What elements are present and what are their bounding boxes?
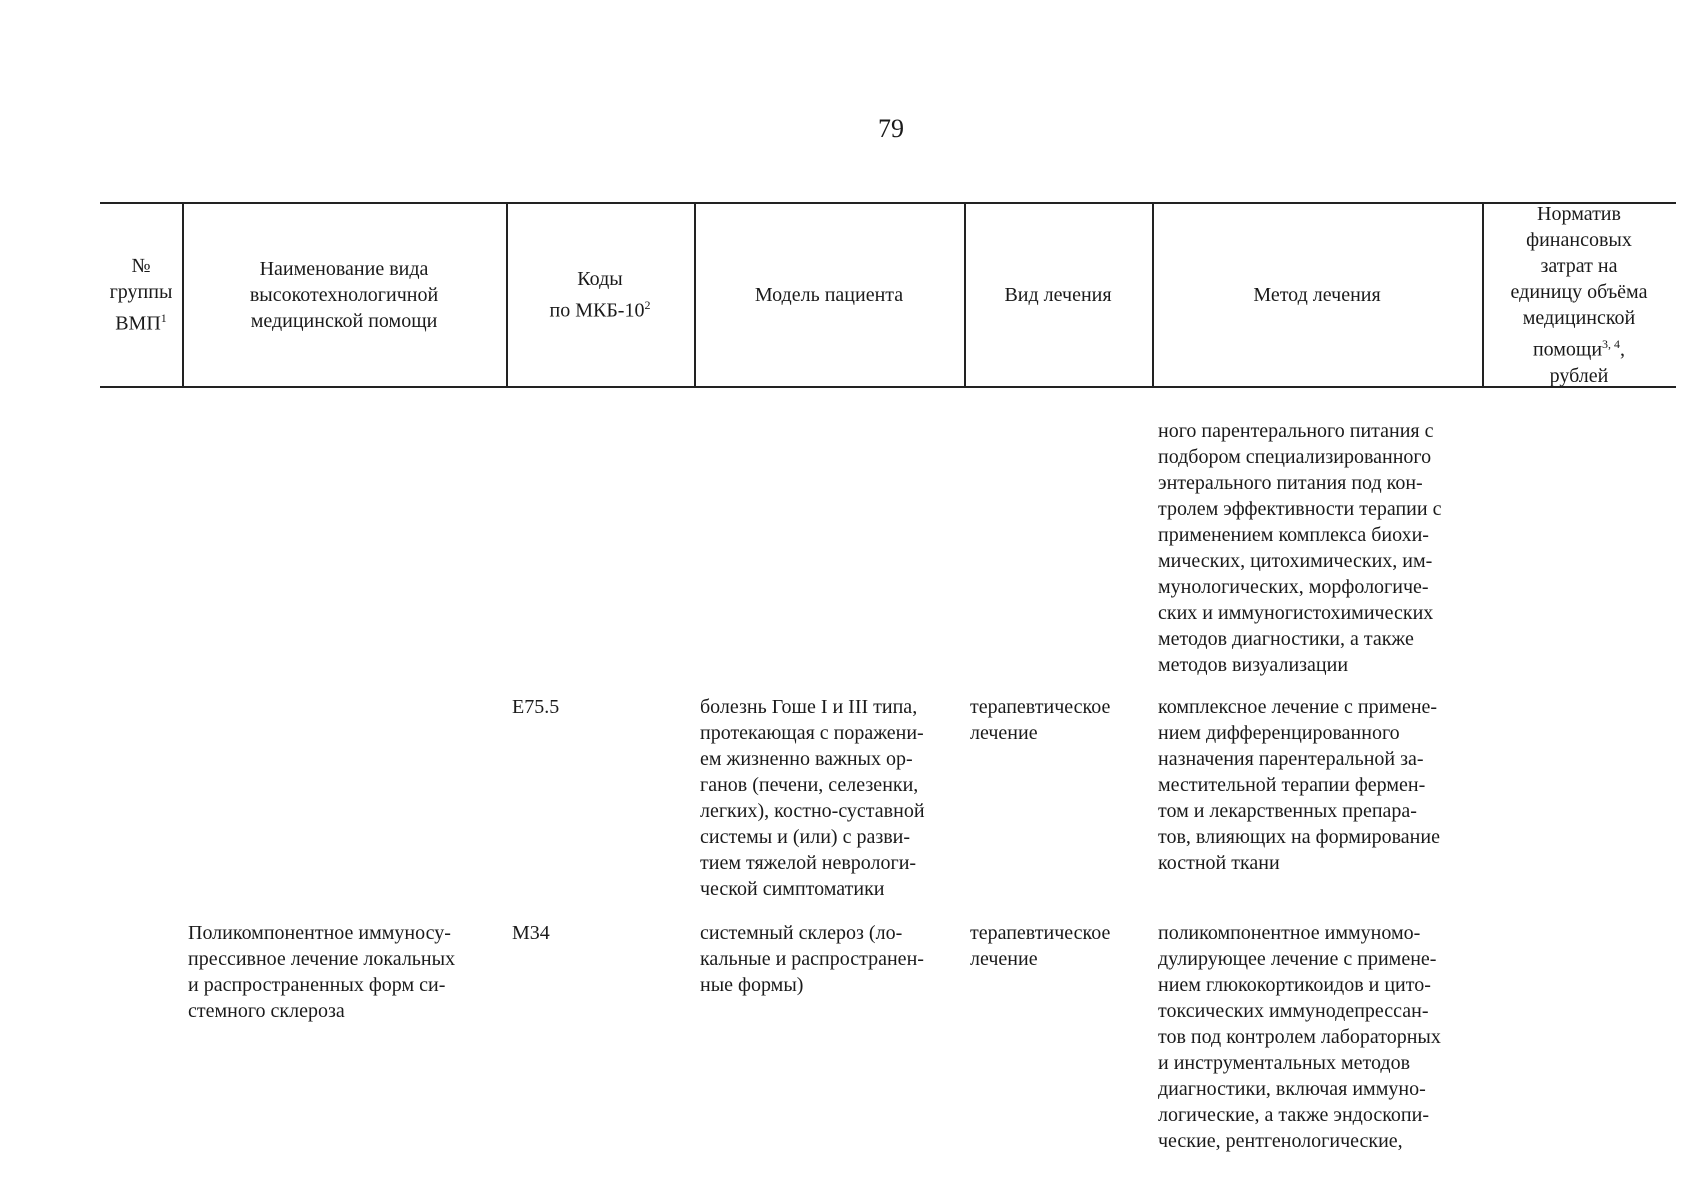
header-icd-codes: Коды по МКБ-$10^2$ bbox=[549, 268, 651, 322]
row2-treatment-method: поликомпонентное иммуномо- дулирующее лечение с примене- нием глюкокортикоидов и цито- токсических иммунодепрессан- тов под контролем лабораторных и инструментальных методов диагностики, включая иммуно- логические, а также эндоскопи- ческие, рентгенологические, bbox=[1158, 922, 1441, 1152]
row1-treatment-method: комплексное лечение с примене- нием дифференцированного назначения парентеральной за- местительной терапии фермен- том и лекарственных препара- тов, влияющих на формирование костной ткани bbox=[1158, 696, 1440, 874]
header-treatment-method: Метод лечения bbox=[1253, 284, 1381, 306]
row2-code: M34 bbox=[512, 922, 550, 944]
row2-treatment-type: терапевтическое лечение bbox=[970, 922, 1111, 970]
table-header bbox=[100, 202, 1676, 388]
header-care-type: Наименование вида высокотехнологичной медицинской помощи bbox=[249, 258, 439, 332]
header-treatment-type: Вид лечения bbox=[1004, 284, 1112, 306]
row1-treatment-type: терапевтическое лечение bbox=[970, 696, 1111, 744]
row1-code: E75.5 bbox=[512, 696, 560, 718]
header-patient-model: Модель пациента bbox=[754, 284, 904, 306]
row2-patient-model: системный склероз (ло- кальные и распространен- ные формы) bbox=[700, 922, 924, 996]
continuation-method: ного парентерального питания с подбором специализированного энтерального питания под кон- тролем эффективности терапии с применением комплекса биохи- мических, цитохимических, им- мунологических, морфологиче- ских и иммуногистохимических методов диагностики, а также методов визуализации bbox=[1158, 420, 1442, 676]
row2-care-type: Поликомпонентное иммуносу- прессивное лечение локальных и распространенных форм си- стемного склероза bbox=[188, 922, 456, 1022]
page-number: 79 bbox=[878, 114, 904, 143]
header-cost-standard: Норматив финансовых затрат на единицу объёма медицинской помощи$^{3, 4}$, рублей bbox=[1510, 203, 1648, 387]
row1-patient-model: болезнь Гоше I и III типа, протекающая с поражени- ем жизненно важных ор- ганов (печени, селезенки, легких), костно-суставной системы и (или) с разви- тием тяжелой неврологи- ческой симптоматики bbox=[700, 696, 925, 900]
header-group-number: № группы ВМП$^1$ bbox=[109, 255, 173, 335]
